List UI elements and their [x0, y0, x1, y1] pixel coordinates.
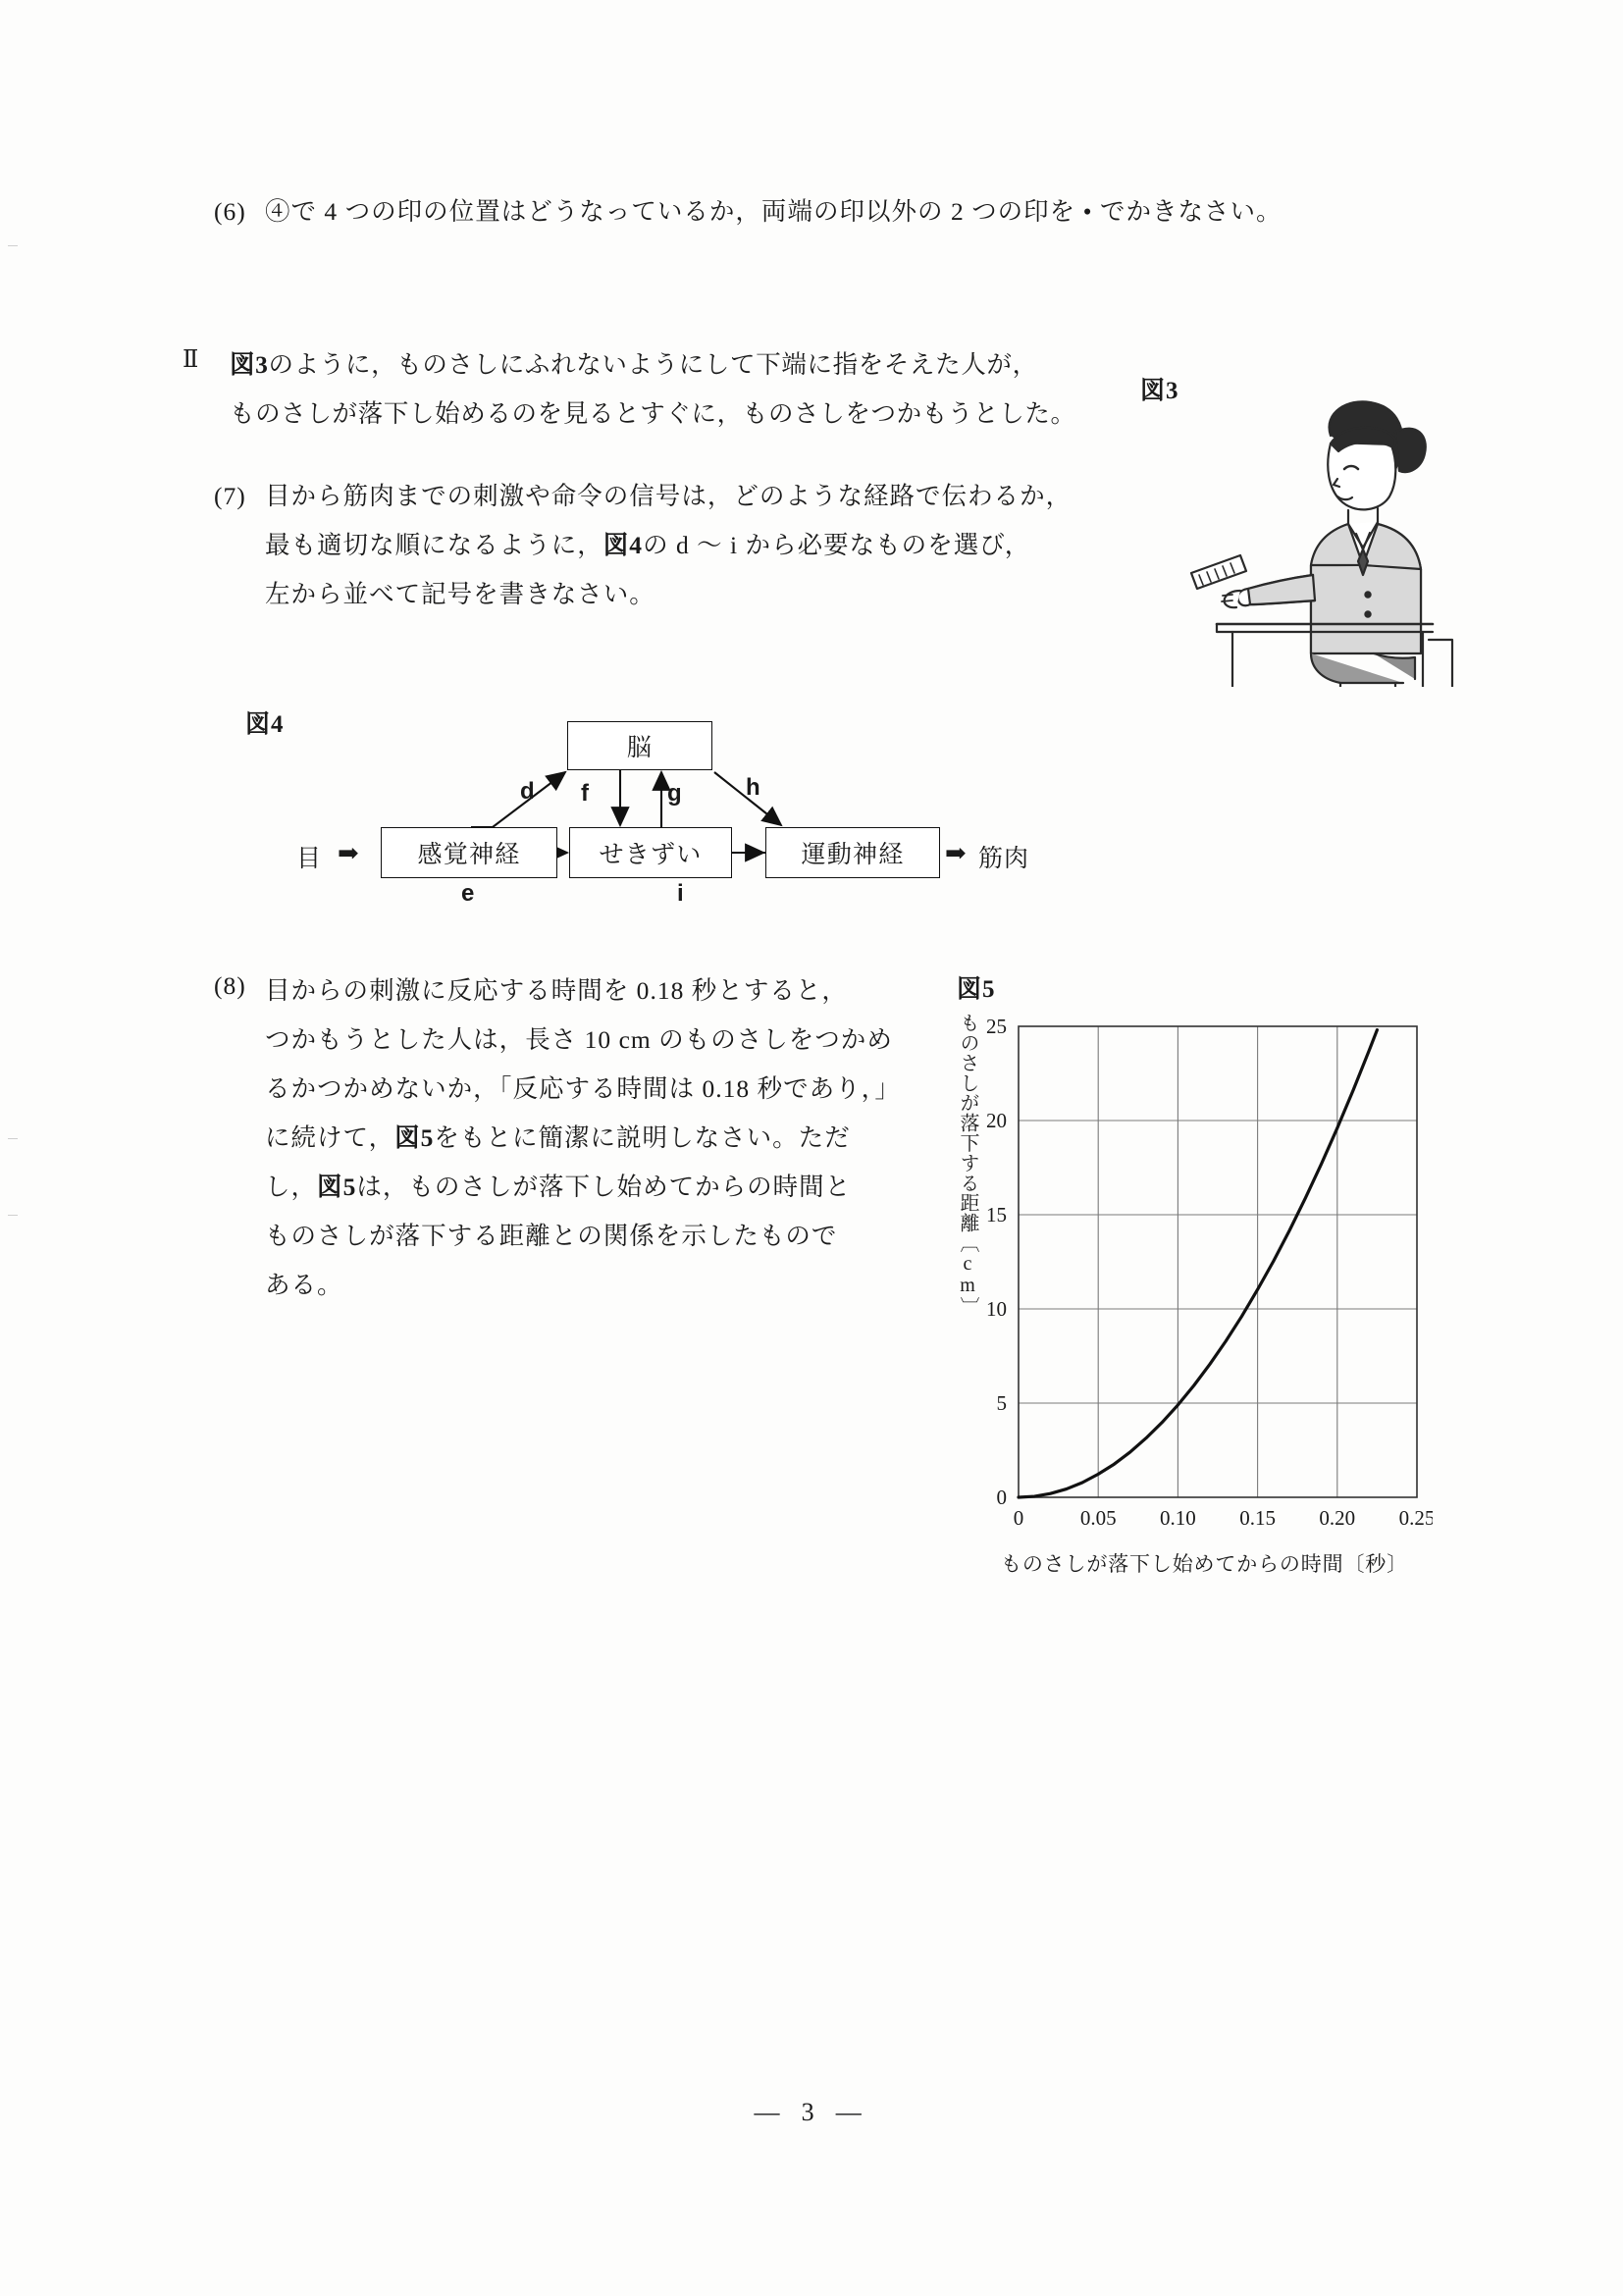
- fig4-edge-label-i: i: [677, 880, 684, 907]
- question-7: [214, 477, 1073, 608]
- question-8-line-4-b: をもとに簡潔に説明しなさい。ただ: [434, 1123, 851, 1152]
- question-8-line-4: [265, 1119, 851, 1154]
- section-2-line-2: ものさしが落下し始めるのを見るとすぐに，ものさしをつかもうとした。: [230, 399, 1076, 428]
- question-6-text: ④で 4 つの印の位置はどうなっているか，両端の印以外の 2 つの印を • でかきなさい。: [265, 197, 1283, 226]
- fig3-reference: 図3: [230, 350, 269, 379]
- fig4-edge-label-h: h: [746, 774, 760, 801]
- right-arrow-icon: ➡: [338, 839, 359, 867]
- question-8-line-7: ある。: [265, 1271, 343, 1299]
- section-2-line-1-text: のように，ものさしにふれないようにして下端に指をそえた人が，: [268, 350, 1038, 379]
- question-7-line-1: 目から筋肉までの刺激や命令の信号は，どのような経路で伝わるか，: [265, 482, 1073, 510]
- fig5-y-tick-label: 0: [996, 1486, 1007, 1509]
- fig4-label: 図4: [245, 711, 285, 738]
- fig5-reference: 図5: [317, 1173, 357, 1201]
- fig3-illustration: [1138, 392, 1462, 687]
- question-7-number: (7): [214, 482, 246, 510]
- fig5-chart: [942, 1001, 1433, 1570]
- question-8-line-6: ものさしが落下する距離との関係を示したもので: [265, 1222, 838, 1250]
- fig4-edge-label-e: e: [461, 880, 475, 907]
- fig4-reference: 図4: [602, 531, 644, 559]
- question-7-line-2-a: 最も適切な順になるように，: [265, 531, 603, 559]
- fig5-y-tick-label: 20: [986, 1109, 1007, 1132]
- fig4-endpoint-eye: 目: [296, 846, 323, 872]
- question-7-line-2-b: の d ～ i から必要なものを選び，: [643, 531, 1031, 559]
- fig4-endpoint-muscle: 筋肉: [978, 846, 1030, 872]
- fig4-node-brain: 脳: [567, 721, 712, 770]
- fig4-node-sensory-nerve: 感覚神経: [381, 827, 557, 878]
- fig5-y-axis-label: ものさしが落下する距離〔cm〕: [957, 1013, 978, 1317]
- fig5-x-tick-label: 0.20: [1319, 1506, 1356, 1530]
- fig4-edge-label-g: g: [667, 780, 682, 807]
- fig5-reference: 図5: [394, 1123, 435, 1152]
- question-7-line-2: [265, 526, 1030, 561]
- fig4-edge-label-d: d: [520, 778, 535, 805]
- fig5-x-axis-label: ものさしが落下し始めてからの時間〔秒〕: [1001, 1552, 1408, 1576]
- question-8-line-5-b: は，ものさしが落下し始めてからの時間と: [356, 1173, 852, 1201]
- question-8-number: (8): [214, 971, 246, 1000]
- question-7-line-3: 左から並べて記号を書きなさい。: [265, 580, 655, 608]
- fig5-x-tick-label: 0.15: [1239, 1506, 1276, 1530]
- fig5-x-tick-label: 0.10: [1160, 1506, 1196, 1530]
- registration-tick: [8, 245, 18, 246]
- fig5-y-tick-label: 5: [996, 1391, 1007, 1415]
- question-8-line-5: [265, 1168, 851, 1203]
- fig5-y-tick-label: 15: [986, 1203, 1007, 1226]
- fig4-edge-label-f: f: [581, 780, 589, 807]
- fig5-y-tick-label: 25: [986, 1015, 1007, 1038]
- fig5-y-tick-label: 10: [986, 1297, 1007, 1321]
- question-6: [214, 192, 1283, 228]
- section-2-line-1: [230, 345, 1038, 381]
- fig4-node-motor-nerve: 運動神経: [765, 827, 940, 878]
- fig3-label: 図3: [1140, 378, 1179, 404]
- fig5-x-tick-label: 0.05: [1079, 1506, 1117, 1530]
- fig4-diagram: [236, 721, 1050, 907]
- question-8-line-1: 目からの刺激に反応する時間を 0.18 秒とすると，: [265, 976, 848, 1005]
- question-8-line-5-a: し，: [265, 1173, 318, 1201]
- section-2-roman: Ⅱ: [183, 347, 199, 373]
- fig5-x-tick-label: 0.25: [1398, 1506, 1433, 1530]
- fig5-x-tick-label: 0: [1013, 1506, 1024, 1530]
- question-8-line-3: るかつかめないか，「反応する時間は 0.18 秒であり，」: [265, 1074, 901, 1103]
- question-6-number: (6): [214, 197, 246, 226]
- question-8-line-4-a: に続けて，: [265, 1123, 395, 1152]
- question-8-line-2: つかもうとした人は，長さ 10 cm のものさしをつかめ: [265, 1025, 893, 1054]
- registration-tick: [8, 1215, 18, 1216]
- right-arrow-icon: ➡: [945, 839, 967, 867]
- page-number: — 3 —: [754, 2098, 869, 2126]
- registration-tick: [8, 1138, 18, 1139]
- fig4-node-spinal-cord: せきずい: [569, 827, 732, 878]
- fig5-label: 図5: [957, 976, 996, 1003]
